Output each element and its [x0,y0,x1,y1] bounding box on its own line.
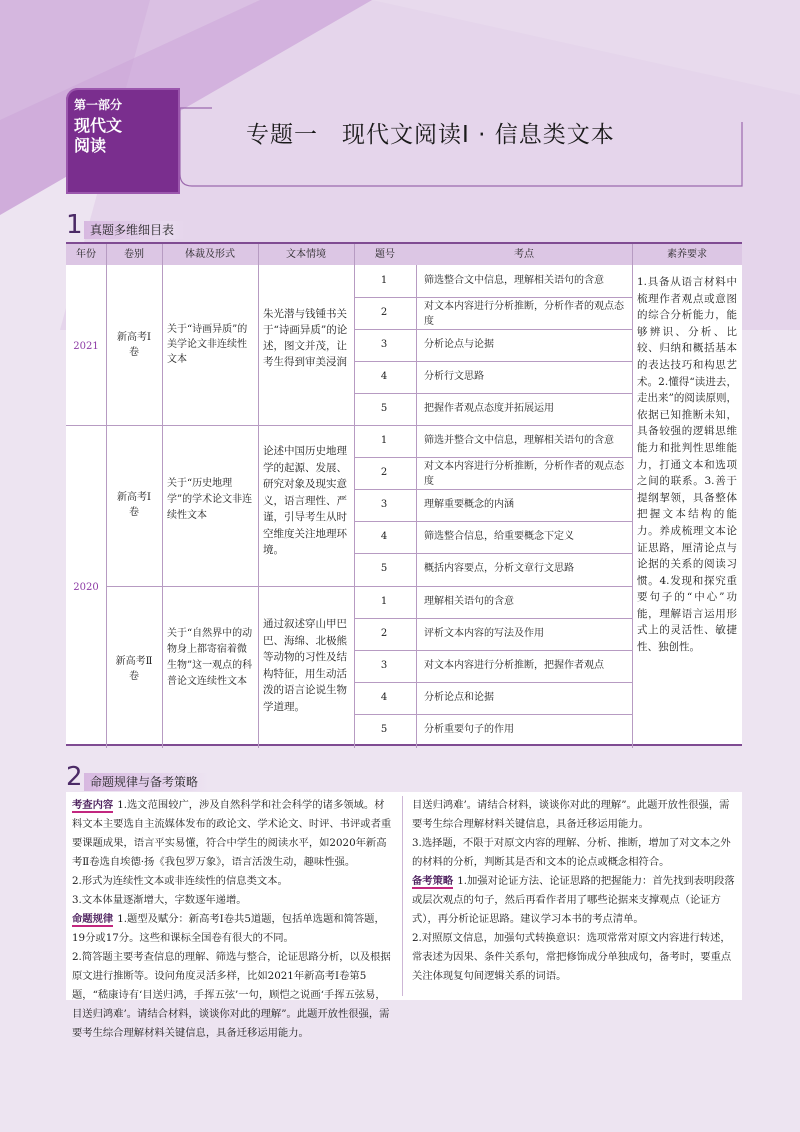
table-divider [354,244,355,748]
keyword-strategy: 备考策略 [412,875,454,887]
genre-cell: 关于“历史地理学”的学术论文非连续性文本 [167,478,253,521]
strategy-left-column [72,796,394,1039]
table-divider [632,244,633,748]
strategy-text: 1.选文范围较广，涉及自然科学和社会科学的诸多领域。材料文本主要选自主流媒体发布的政论文、学术论文、时评、书评或者重要课题成果，语言平实易懂，符合中学生的阅读水平，如2020年新高考Ⅱ卷选自埃德·扬《我包罗万象》，语言活泼生动，趣味性强。 [72,799,392,868]
section-2-number: 2 [66,762,83,792]
paper-cell: 新高考Ⅰ卷 [117,492,151,518]
question-number: 1 [380,435,388,446]
genre-cell: 关于“诗画异质”的美学论文非连续性文本 [167,324,248,365]
strategy-text: 2.对照原文信息，加强句式转换意识：选项常常对原文内容进行转述，常表述为因果、条件关系句，常把修饰成分单独成句，备考时，要重点关注体现复句间逻辑关系的词语。 [412,932,732,982]
strategy-paragraph [412,872,738,929]
paper-cell: 新高考Ⅱ卷 [115,656,153,682]
question-number: 1 [380,596,388,607]
literacy-cell: 1.具备从语言材料中梳理作者观点或意图的综合分析能力，能够辨识、分析、比较、归纳和概括基本的表达技巧和构思艺术。2.懂得“读进去，走出来”的阅读原则，依据已知推断未知，具备较强的逻辑思维能力和批判性思维能力，打通文本和选项之间的联系。3.善于提纲挈领，具备整体把握文本结构的能力。养成梳理文本论证思路，厘清论点与论据的关系的阅读习惯。4.发现和探究重要句子的“中心”功能，理解语言运用形式上的灵活性、敏捷性、独创性。 [637,276,737,654]
question-number: 3 [380,660,388,671]
question-number: 3 [380,499,388,510]
strategy-text: 2.简答题主要考查信息的理解、筛选与整合，论证思路分析，以及根据原文进行推断等。设问角度灵活多样，比如2021年新高考Ⅰ卷第5题，“嵇康诗有‘目送归鸿，手挥五弦’一句，顾恺之说画‘手挥五弦易，目送归鸿难’。请结合材料，谈谈你对此的理解”。此题开放性很强，需要考生综合理解材料关键信息，具备迁移运用能力。 [72,951,391,1039]
section-1-heading [66,210,742,240]
header-literacy: 素养要求 [667,249,707,260]
strategy-text: 目送归鸿难’。请结合材料，谈谈你对此的理解”。此题开放性很强，需要考生综合理解材料关键信息，具备迁移运用能力。 [412,799,730,830]
context-cell: 朱光潜与钱锺书关于“诗画异质”的论述，图文并茂，让考生得到审美浸润 [263,308,348,368]
row-separator [354,329,632,330]
row-separator [354,297,632,298]
question-number: 5 [380,724,388,735]
row-separator [354,553,632,554]
strategy-right-column [412,796,738,986]
header-year: 年份 [76,249,96,260]
strategy-text: 2.形式为连续性文本或非连续性的信息类文本。 [72,875,288,887]
header-genre: 体裁及形式 [185,249,235,260]
key-point: 对文本内容进行分析推断，分析作者的观点态度 [424,301,624,327]
key-point: 筛选整合文中信息，理解相关语句的含意 [424,275,604,286]
row-separator [354,457,632,458]
paper-cell: 新高考Ⅰ卷 [117,332,151,358]
year-cell: 2021 [73,341,99,352]
row-separator [354,361,632,362]
row-separator [354,521,632,522]
year-cell: 2020 [73,582,99,593]
keyword-rules: 命题规律 [72,913,114,925]
strategy-text: 3.选择题，不限于对原文内容的理解、分析、推断，增加了对文本之外的材料的分析，判断其是否和文本的论点或概念相符合。 [412,837,731,868]
question-number: 4 [380,371,388,382]
row-separator [354,682,632,683]
question-number: 1 [380,275,388,286]
strategy-paragraph [72,910,394,948]
context-cell: 论述中国历史地理学的起源、发展、研究对象及现实意义，语言理性、严谨，引导考生从时空维度关注地理环境。 [263,445,347,556]
keyword-content: 考查内容 [72,799,114,811]
section-1-number: 1 [66,210,83,240]
key-point: 筛选并整合文中信息，理解相关语句的含意 [424,435,614,446]
detail-table [66,242,742,746]
table-divider [106,244,107,748]
strategy-text: 1.加强对论证方法、论证思路的把握能力：首先找到表明段落或层次观点的句子，然后再看作者用了哪些论据来支撑观点（论证方式），再分析论证思路。建议学习本书的考点清单。 [412,875,735,925]
key-point: 评析文本内容的写法及作用 [424,628,544,639]
part-tag [66,88,180,194]
column-divider [402,796,403,996]
question-number: 2 [380,307,388,318]
genre-cell: 关于“自然界中的动物身上都寄宿着微生物”这一观点的科普论文连续性文本 [167,628,253,687]
key-point: 理解重要概念的内涵 [424,499,514,510]
strategy-text: 1.题型及赋分：新高考Ⅰ卷共5道题，包括单选题和简答题，19分或17分。这些和课标全国卷有很大的不同。 [72,913,385,944]
header-context: 文本情境 [286,249,326,260]
key-point: 对文本内容进行分析推断，把握作者观点 [424,660,604,671]
group-separator [66,425,632,426]
key-point: 筛选整合信息，给重要概念下定义 [424,531,574,542]
part-name: 现代文阅读 [74,116,123,155]
row-separator [354,393,632,394]
question-number: 2 [380,628,388,639]
key-point: 分析论点与论据 [424,339,494,350]
row-separator [354,650,632,651]
key-point: 分析行文思路 [424,371,484,382]
page-title: 专题一 现代文阅读Ⅰ · 信息类文本 [246,122,615,148]
row-separator [354,489,632,490]
key-point: 分析论点和论据 [424,692,494,703]
table-divider [258,244,259,748]
strategy-text: 3.文本体量逐渐增大，字数逐年递增。 [72,894,247,906]
table-divider [162,244,163,748]
question-number: 4 [380,531,388,542]
header-question: 题号 [375,249,395,260]
key-point: 理解相关语句的含意 [424,596,514,607]
header-point: 考点 [514,249,534,260]
key-point: 分析重要句子的作用 [424,724,514,735]
question-number: 4 [380,692,388,703]
question-number: 5 [380,563,388,574]
section-1-title: 真题多维细目表 [84,221,184,239]
context-cell: 通过叙述穿山甲巴巴、海绵、北极熊等动物的习性及结构特征，用生动活泼的语言论说生物学道理。 [263,618,347,713]
table-divider [416,265,417,748]
key-point: 对文本内容进行分析推断，分析作者的观点态度 [424,461,624,487]
question-number: 2 [380,467,388,478]
key-point: 概括内容要点，分析文章行文思路 [424,563,574,574]
question-number: 5 [380,403,388,414]
part-label: 第一部分 [74,98,123,112]
section-2-heading [66,762,742,792]
key-point: 把握作者观点态度并拓展运用 [424,403,554,414]
row-separator [354,714,632,715]
strategy-paragraph [72,796,394,872]
row-separator [354,618,632,619]
group-separator [106,586,632,587]
section-2-title: 命题规律与备考策略 [84,773,208,791]
question-number: 3 [380,339,388,350]
header-paper: 卷别 [124,249,144,260]
